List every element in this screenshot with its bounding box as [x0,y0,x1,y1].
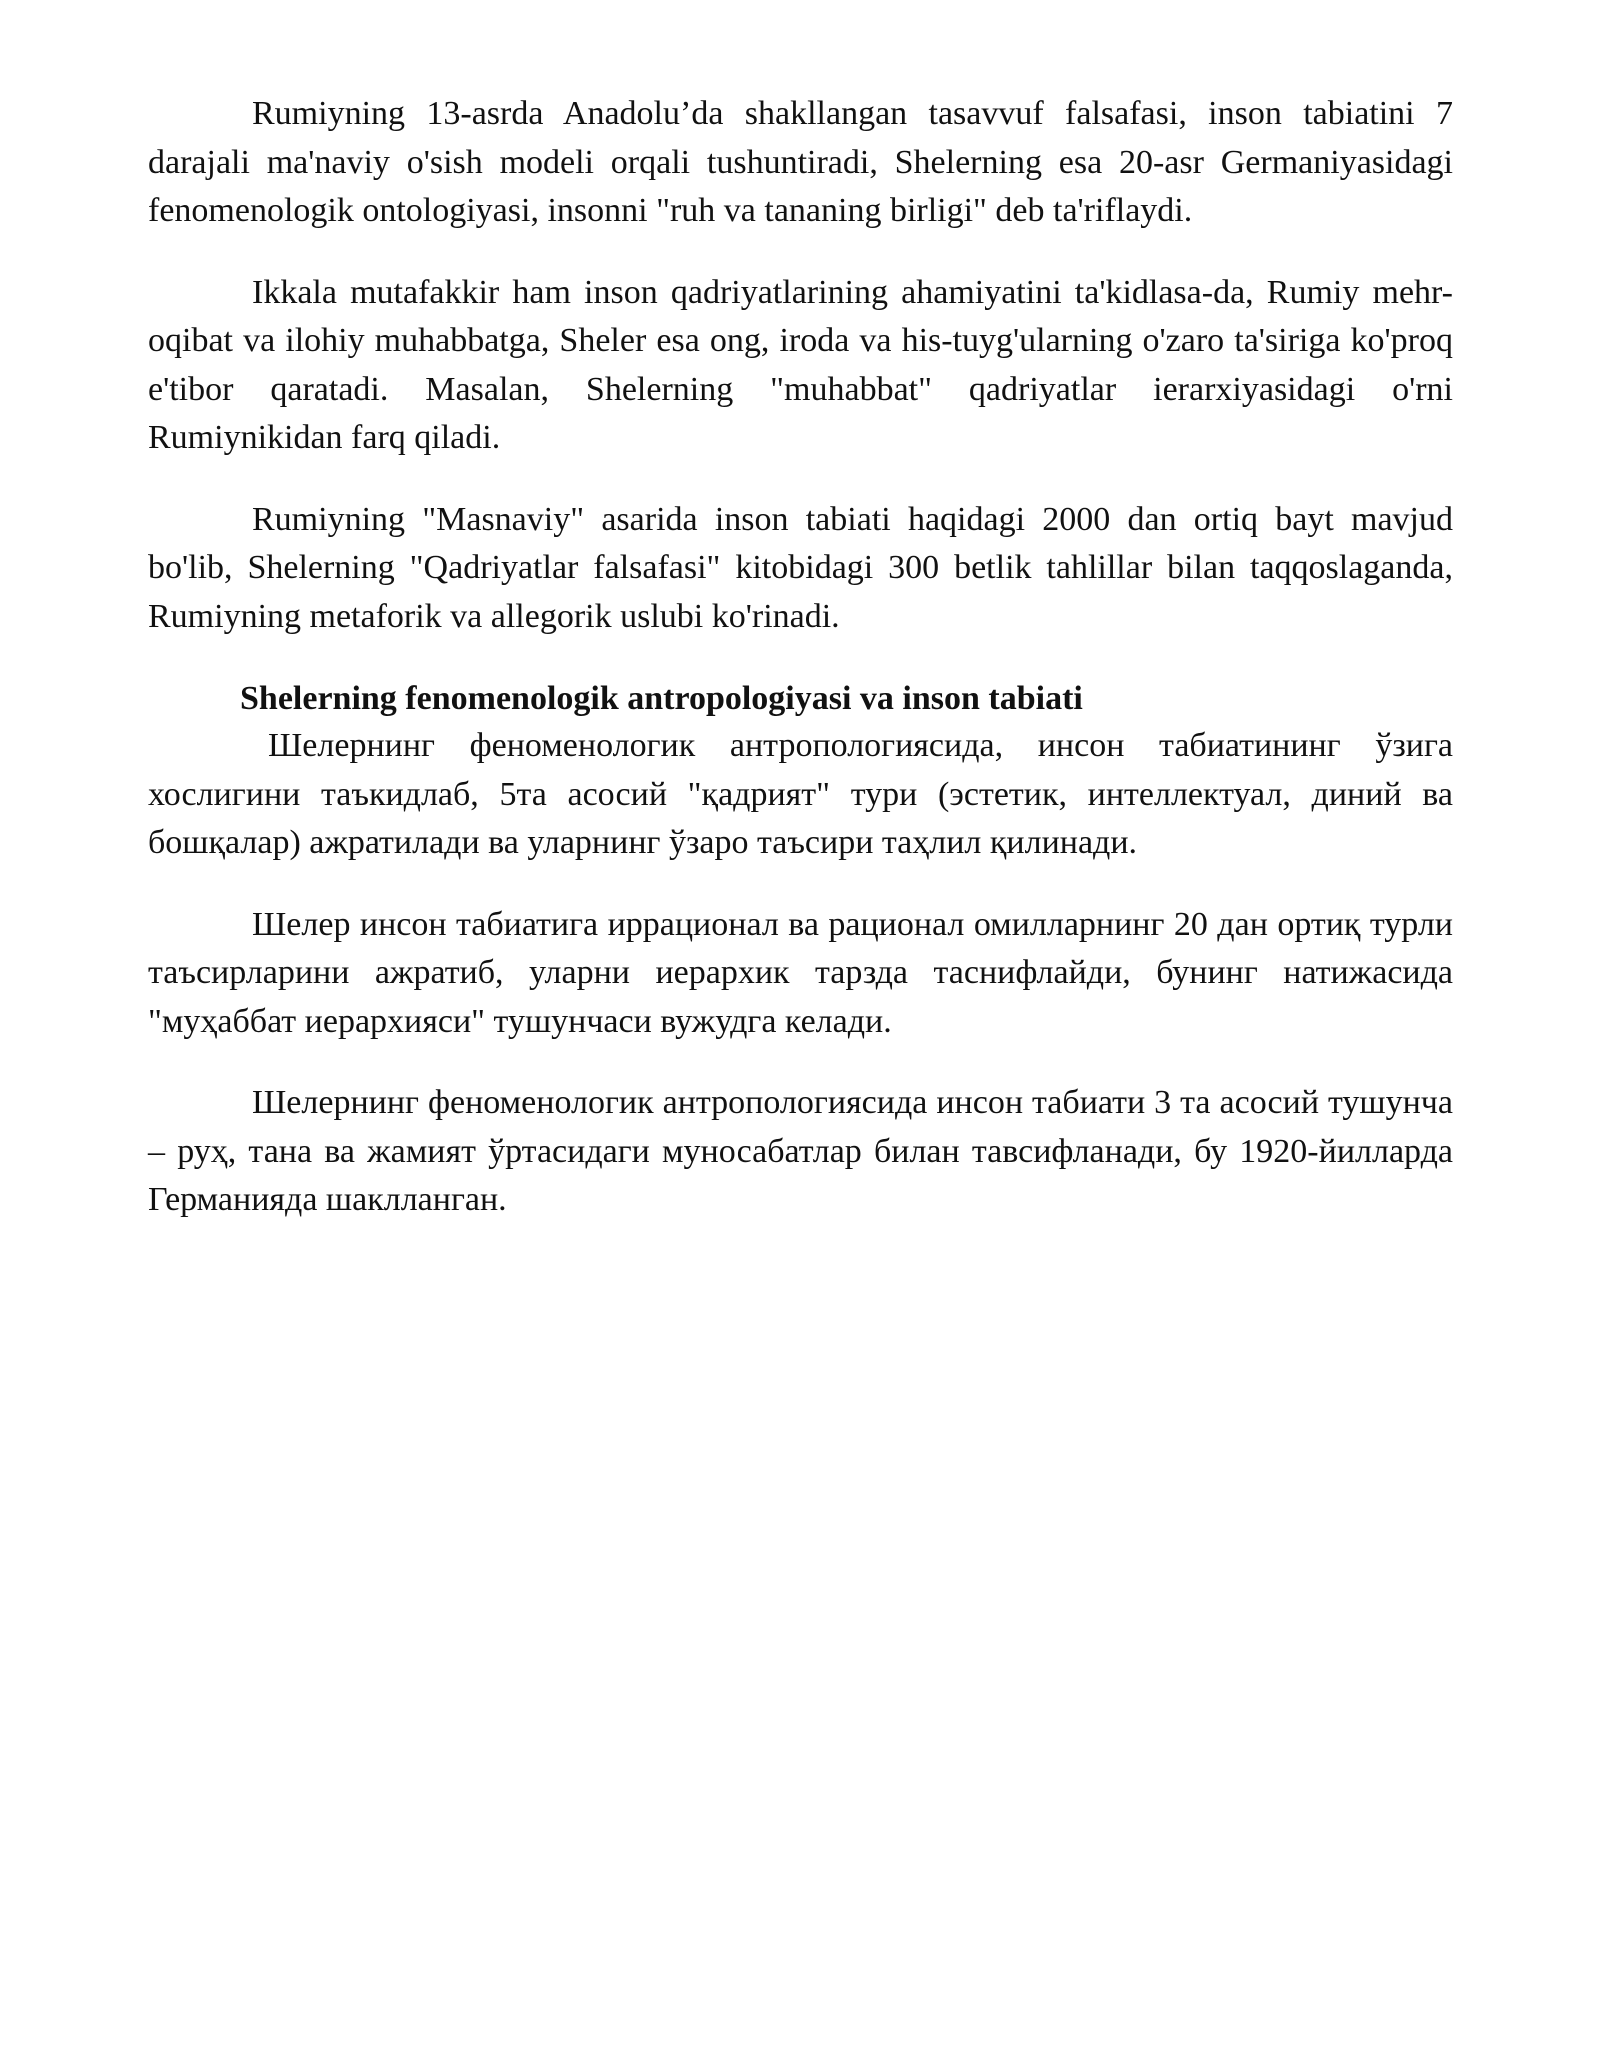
section-heading: Shelerning fenomenologik antropologiyasi va inson tabiati [240,680,1083,717]
paragraph-rumiy-tasavvuf: Rumiyning 13-asrda Anadolu’da shakllangan tasavvuf falsafasi, inson tabiatini 7 darajali ma'naviy o'sish modeli orqali tushuntiradi, Shelerning esa 20-asr Germaniyasidagi fenomenologik ontologiyasi, insonni "ruh va tananing birligi" deb ta'riflaydi. [148,95,1453,229]
paragraph-masnaviy: Rumiyning "Masnaviy" asarida inson tabiati haqidagi 2000 dan ortiq bayt mavjud bo'lib, Shelerning "Qadriyatlar falsafasi" kitobidagi 300 betlik tahlillar bilan taqqoslaganda, Rumiyning metaforik va allegorik uslubi ko'rinadi. [148,500,1453,635]
paragraph-cyrillic-values: Шелернинг феноменологик антропологиясида, инсон табиатининг ўзига хослигини таъкидлаб, 5та асосий "қадрият" тури (эстетик, интеллектуал, диний ва бошқалар) ажратилади ва уларнинг ўзаро таъсири таҳлил қилинади. [148,727,1453,861]
document-body [148,90,1453,1258]
paragraph-values-comparison: Ikkala mutafakkir ham inson qadriyatlarining ahamiyatini ta'kidlasa-da, Rumiy mehr-oqibat va ilohiy muhabbatga, Sheler esa ong, iroda va his-tuyg'ularning o'zaro ta'siriga ko'proq e'tibor qaratadi. Masalan, Shelerning "muhabbat" qadriyatlar ierarxiyasidagi o'rni Rumiynikidan farq qiladi. [148,273,1453,456]
paragraph-cyrillic-hierarchy: Шелер инсон табиатига иррационал ва рационал омилларнинг 20 дан ортиқ турли таъсирларини ажратиб, уларни иерархик тарзда таснифлайди, бунинг натижасида "муҳаббат иерархияси" тушунчаси вужудга келади. [148,905,1453,1040]
paragraph-cyrillic-concepts: Шелернинг феноменологик антропологиясида инсон табиати 3 та асосий тушунча – руҳ, тана ва жамият ўртасидаги муносабатлар билан тавсифланади, бу 1920-йилларда Германияда шаклланган. [148,1084,1453,1218]
